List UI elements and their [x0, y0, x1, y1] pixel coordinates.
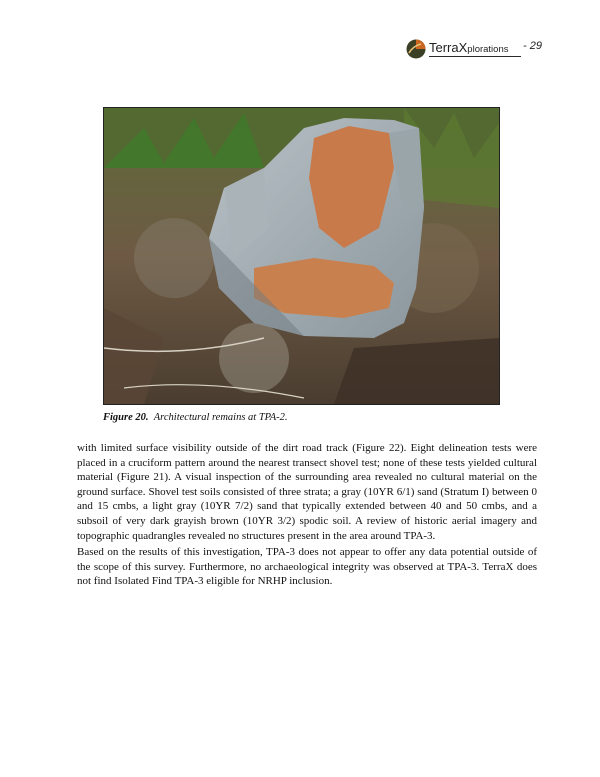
- body-paragraph-2: Based on the results of this investigation, TPA-3 does not appear to offer any data potential outside of the scope of this survey. Furthermore, no archaeological integrity was observed at TPA-3. TerraX does not find Isolated Find TPA-3 eligible for NRHP inclusion.: [77, 546, 537, 588]
- terrax-logo-icon: [406, 39, 426, 59]
- figure-caption-text: Architectural remains at TPA-2.: [153, 412, 288, 423]
- logo-main-text: TerraX: [429, 40, 468, 55]
- figure-label: Figure 20.: [103, 412, 149, 423]
- logo-underline: [429, 56, 521, 57]
- figure-caption: [103, 412, 288, 423]
- logo-wordmark: [429, 40, 509, 55]
- page-header: [404, 38, 554, 60]
- logo-sub-text: plorations: [467, 44, 509, 55]
- architectural-remains-photo: [103, 107, 500, 405]
- body-paragraph-1: with limited surface visibility outside of the dirt road track (Figure 22). Eight delineation tests were placed in a cruciform pattern around the nearest transect shovel test; none of these tests yielded cultural material (Figure 21). A visual inspection of the surrounding area revealed no cultural material on the ground surface. Shovel test soils consisted of three strata; a gray (10YR 6/1) sand (Stratum I) between 0 and 15 cmbs, a light gray (10YR 7/2) sand that typically extended between 40 and 50 cmbs, and a subsoil of very dark grayish brown (10YR 3/2) spodic soil. A review of historic aerial imagery and topographic quadrangles revealed no structures present in the area around TPA-3.: [77, 442, 537, 542]
- page-number: - 29: [523, 40, 542, 52]
- photo-illustration: [104, 108, 499, 404]
